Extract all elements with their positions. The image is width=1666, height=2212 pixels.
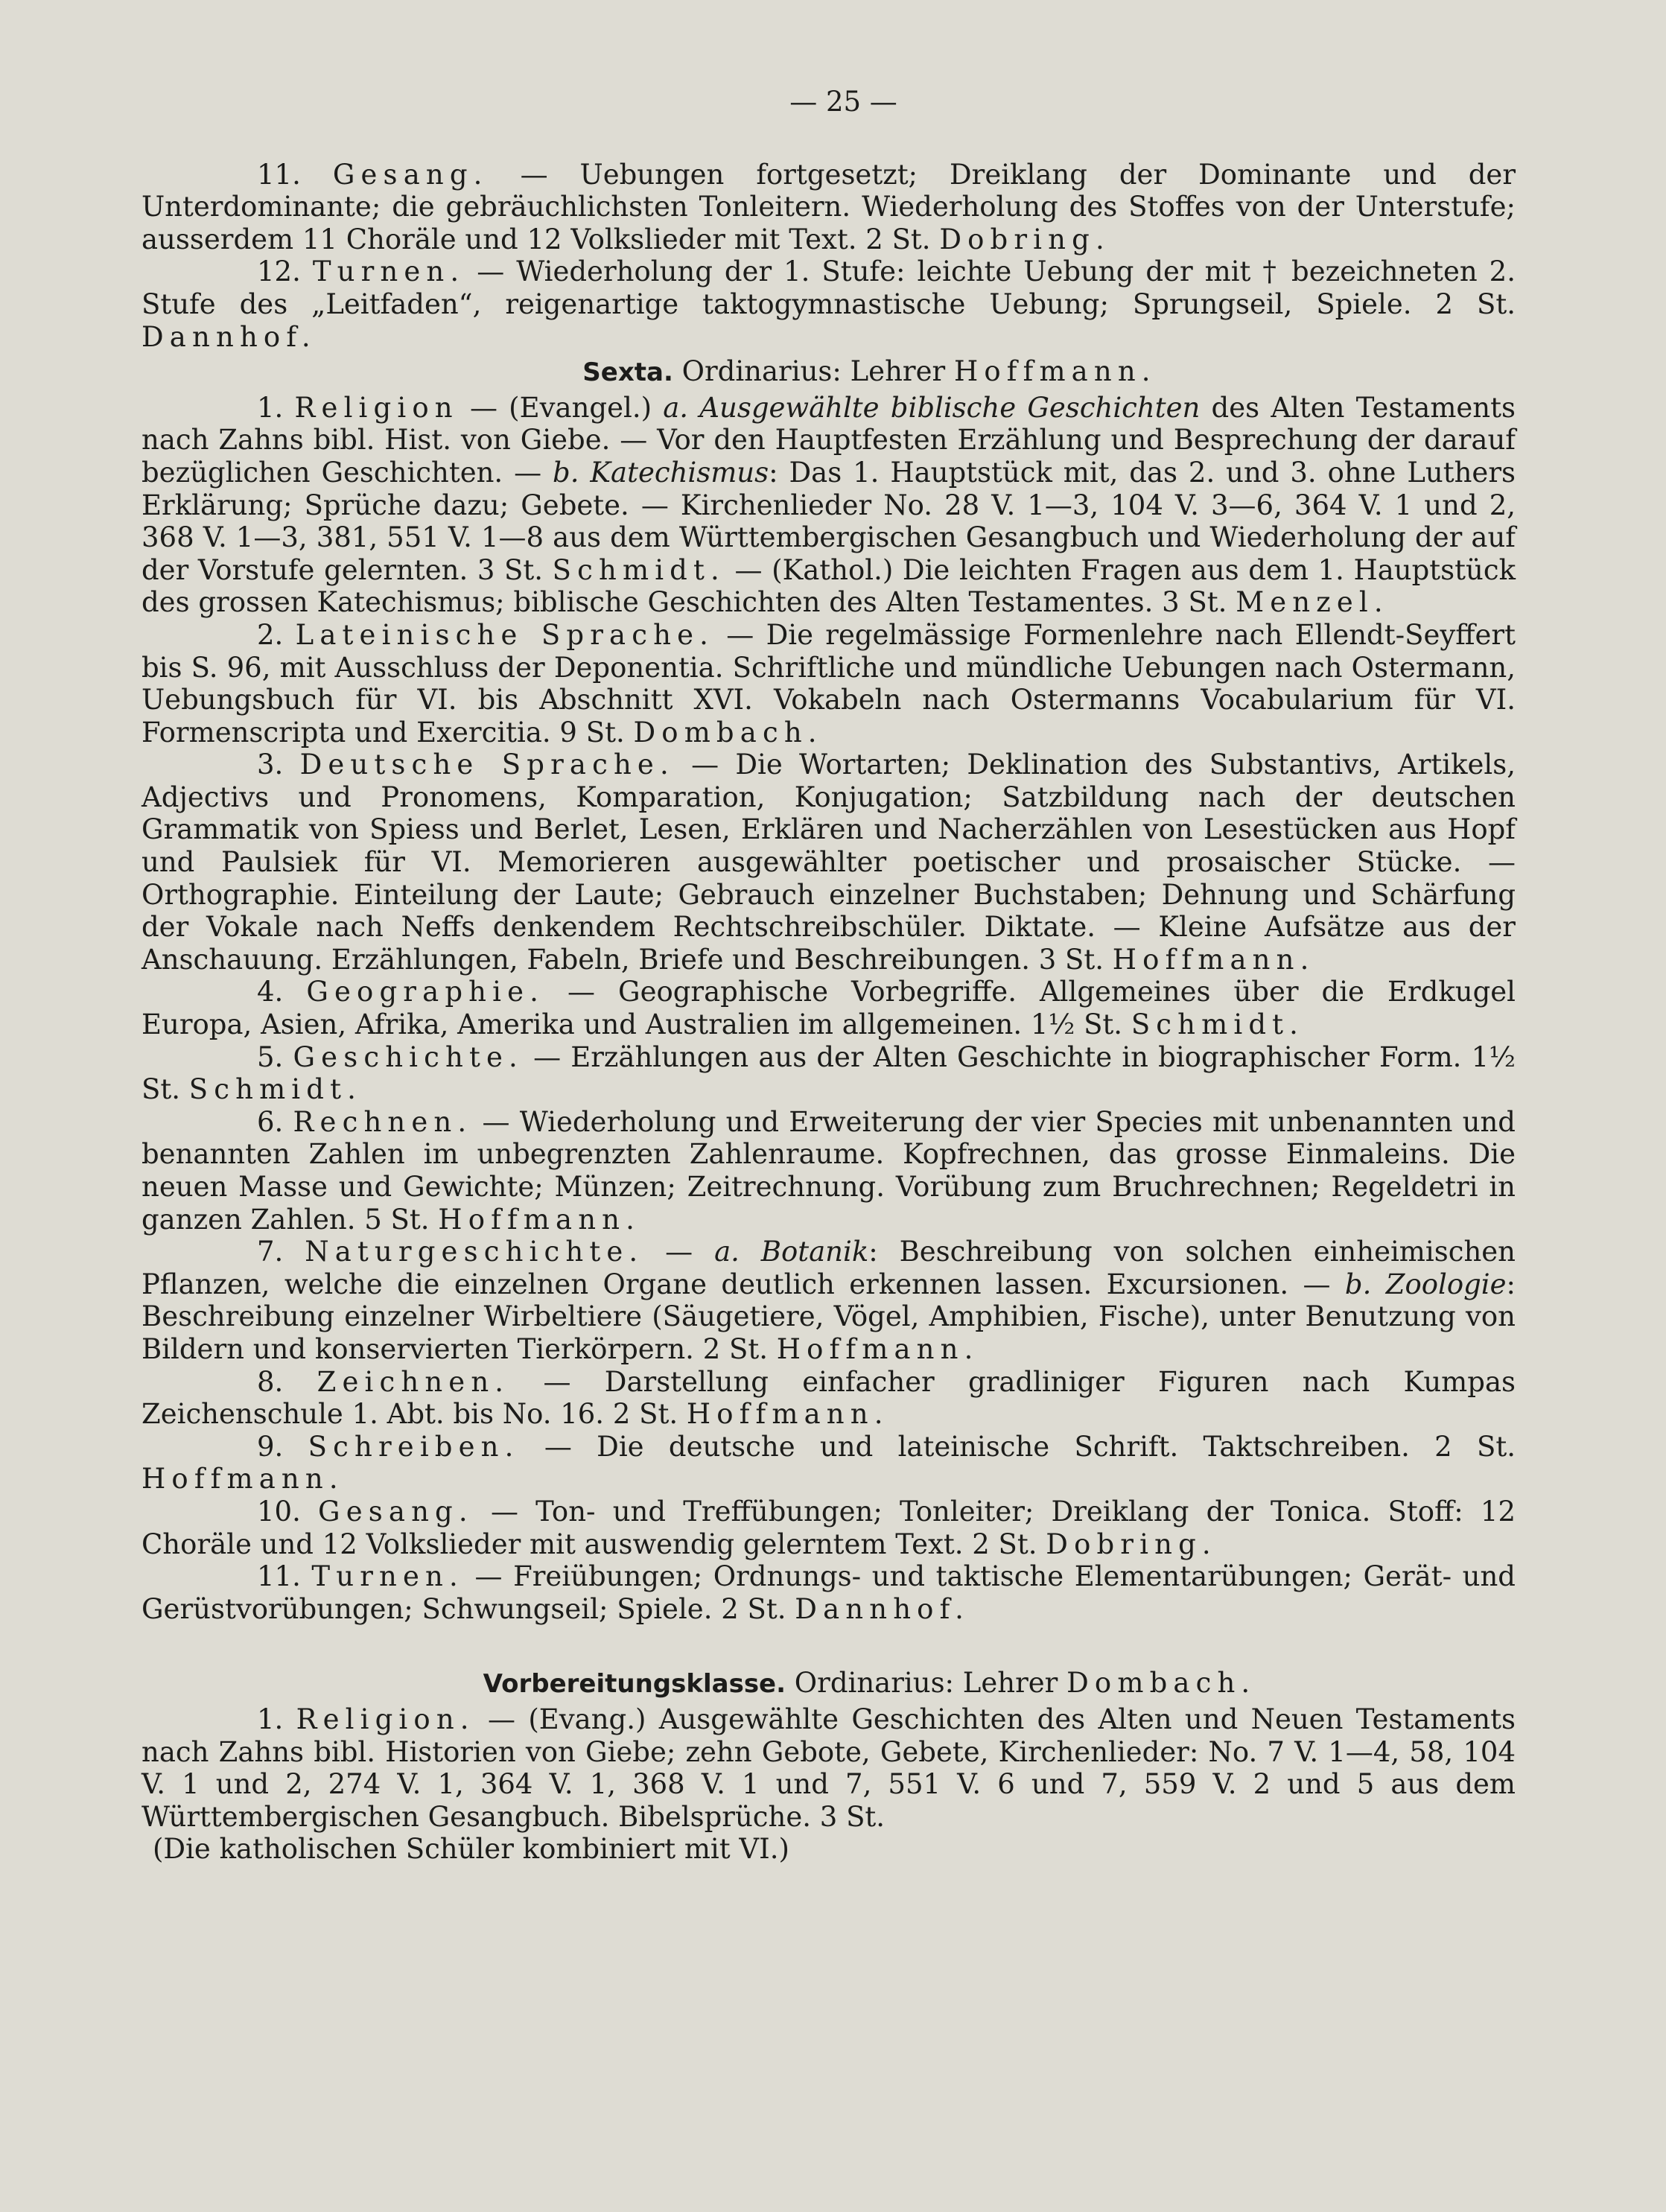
item-text: — Wiederholung und Erweiterung der vier Species mit unbenannten und benannten Zahlen im unbegrenzten Zahlenraume. Kopfrechnen, das grosse Einmaleins. Die neuen Masse und Gewichte; Münzen; Zeitrechnung. Vorübung zum Bruchrechnen; Regeldetri in ganzen Zahlen. 5 St. xyxy=(142,1105,1516,1236)
paragraph-geographie xyxy=(142,976,1516,1040)
subject-label: Gesang. xyxy=(332,158,489,191)
page-number: — 25 — xyxy=(789,86,897,118)
subject-label: Religion. xyxy=(296,1703,475,1735)
subject-label: Lateinische Sprache. xyxy=(295,618,715,651)
item-text: — (Kathol.) Die leichten Fragen aus dem 1. Hauptstück des grossen Katechismus; biblische Geschichten des Alten Testamentes. 3 St. xyxy=(142,553,1516,619)
ordinarius-label: Ordinarius: Lehrer xyxy=(673,355,954,388)
paragraph-gesang xyxy=(142,1496,1516,1560)
paragraph-rechnen xyxy=(142,1106,1516,1236)
item-text: — xyxy=(643,1236,715,1268)
item-italic-text: a. Ausgewählte biblische Geschichten xyxy=(663,391,1201,424)
item-number: 3. xyxy=(257,749,284,781)
subject-label: Gesang. xyxy=(318,1495,474,1528)
paragraph-vorbereitung-religion xyxy=(142,1703,1516,1833)
paragraph-geschichte xyxy=(142,1041,1516,1106)
ordinarius-label: Ordinarius: Lehrer xyxy=(786,1667,1067,1700)
subject-label: Geschichte. xyxy=(293,1040,524,1073)
item-number: 6. xyxy=(257,1105,284,1138)
teacher-name: Schmidt. xyxy=(1131,1008,1305,1041)
item-text: : Beschreibung von solchen einheimischen Pflanzen, welche die einzelnen Organe deutlich erkennen lassen. Excursionen. — xyxy=(142,1236,1516,1300)
item-text: — Die regelmässige Formenlehre nach Ellendt-Seyffert bis S. 96, mit Ausschluss der Deponentia. Schriftliche und mündliche Uebungen nach Ostermann, Uebungsbuch für VI. bis Abschnitt XVI. Vokabeln nach Ostermanns Vocabularium für VI. Formenscripta und Exercitia. 9 St. xyxy=(142,618,1516,749)
item-text: — (Evang.) Ausgewählte Geschichten des Alten und Neuen Testaments nach Zahns bibl. Historien von Giebe; zehn Gebote, Gebete, Kirchenlieder: No. 7 V. 1—4, 58, 104 V. 1 und 2, 274 V. 1, 364 V. 1, 368 V. 1 und 7, 551 V. 6 und 7, 559 V. 2 und 5 aus dem Württembergischen Gesangbuch. Bibelsprüche. 3 St. xyxy=(142,1703,1516,1833)
item-number: 9. xyxy=(257,1430,284,1463)
teacher-name: Dombach. xyxy=(1066,1667,1256,1700)
subject-label: Turnen. xyxy=(312,255,465,288)
paragraph-religion xyxy=(142,392,1516,619)
subject-label: Deutsche Sprache. xyxy=(299,749,675,781)
item-text: — Freiübungen; Ordnungs- und taktische Elementarübungen; Gerät- und Gerüstvorübungen; Schwungseil; Spiele. 2 St. xyxy=(142,1560,1516,1625)
subject-label: Schreiben. xyxy=(308,1430,520,1463)
section-heading-vorbereitungsklasse xyxy=(142,1667,1516,1701)
item-text: — Die Wortarten; Deklination des Substantivs, Artikels, Adjectivs und Pronomens, Komparation, Konjugation; Satzbildung nach der deutschen Grammatik von Spiess und Berlet, Lesen, Erklären und Nacherzählen von Lesestücken aus Hopf und Paulsiek für VI. Memorieren ausgewählter poetischer und prosaischer Stücke. — Orthographie. Einteilung der Laute; Gebrauch einzelner Buchstaben; Dehnung und Schärfung der Vokale nach Neffs denkendem Rechtschreibschüler. Diktate. — Kleine Aufsätze aus der Anschauung. Erzählungen, Fabeln, Briefe und Beschreibungen. 3 St. xyxy=(142,749,1516,976)
item-text: — Geographische Vorbegriffe. Allgemeines über die Erdkugel Europa, Asien, Afrika, Amerika und Australien im allgemeinen. 1½ St. xyxy=(142,976,1516,1041)
teacher-name: Dobring. xyxy=(939,223,1110,255)
teacher-name: Schmidt. xyxy=(188,1073,363,1106)
item-text: — Ton- und Treffübungen; Tonleiter; Dreiklang der Tonica. Stoff: 12 Choräle und 12 Volkslieder mit auswendig gelerntem Text. 2 St. xyxy=(142,1495,1516,1560)
item-italic-text: b. Katechismus xyxy=(553,456,769,489)
item-number: 12. xyxy=(257,255,301,288)
item-text: — Wiederholung der 1. Stufe: leichte Uebung der mit † bezeichneten 2. Stufe des „Leitfaden“, reigenartige taktogymnastische Uebung; Sprungseil, Spiele. 2 St. xyxy=(142,255,1516,320)
item-text: — (Evangel.) xyxy=(458,391,664,424)
teacher-name: Schmidt. xyxy=(552,553,725,586)
item-number: 2. xyxy=(257,618,284,651)
item-number: 7. xyxy=(257,1236,284,1268)
paragraph-gesang-prev xyxy=(142,159,1516,256)
teacher-name: Hoffmann. xyxy=(953,355,1157,388)
subject-label: Rechnen. xyxy=(293,1105,473,1138)
teacher-name: Menzel. xyxy=(1236,586,1389,619)
paragraph-latein xyxy=(142,619,1516,749)
paragraph-naturgeschichte xyxy=(142,1236,1516,1365)
teacher-name: Hoffmann. xyxy=(686,1398,889,1431)
teacher-name: Dombach. xyxy=(633,716,823,749)
teacher-name: Hoffmann. xyxy=(438,1203,641,1236)
paragraph-deutsch xyxy=(142,749,1516,976)
teacher-name: Dobring. xyxy=(1046,1528,1217,1560)
item-text: — Die deutsche und lateinische Schrift. Taktschreiben. 2 St. xyxy=(519,1430,1516,1463)
subject-label: Religion xyxy=(294,391,459,424)
teacher-name: Hoffmann. xyxy=(1112,943,1315,976)
item-number: 4. xyxy=(257,976,284,1008)
teacher-name: Hoffmann. xyxy=(142,1463,344,1496)
item-text: : Das 1. Hauptstück mit, das 2. und 3. ohne Luthers Erklärung; Sprüche dazu; Gebete. — Kirchenlieder No. 28 V. 1—3, 104 V. 3—6, 364 V. 1 und 2, 368 V. 1—3, 381, 551 V. 1—8 aus dem Württembergischen Gesangbuch und Wiederholung der auf der Vorstufe gelernten. 3 St. xyxy=(142,456,1516,586)
item-number: 1. xyxy=(257,391,284,424)
item-text: — Erzählungen aus der Alten Geschichte in biographischer Form. 1½ St. xyxy=(142,1040,1516,1106)
section-heading-sexta xyxy=(142,355,1516,390)
item-number: 8. xyxy=(257,1365,284,1398)
item-italic-text: b. Zoologie xyxy=(1344,1268,1507,1300)
item-italic-text: a. Botanik xyxy=(714,1236,869,1268)
item-number: 11. xyxy=(257,158,301,191)
teacher-name: Dannhof. xyxy=(142,320,317,353)
item-number: 10. xyxy=(257,1495,301,1528)
item-number: 1. xyxy=(257,1703,284,1735)
paragraph-turnen-prev xyxy=(142,255,1516,353)
paragraph-note: (Die katholischen Schüler kombiniert mit VI.) xyxy=(153,1833,789,1866)
paragraph-zeichnen xyxy=(142,1366,1516,1431)
subject-label: Zeichnen. xyxy=(317,1365,510,1398)
item-text: — Darstellung einfacher gradliniger Figuren nach Kumpas Zeichenschule 1. Abt. bis No. 16. 2 St. xyxy=(142,1365,1516,1431)
item-number: 5. xyxy=(257,1040,284,1073)
teacher-name: Dannhof. xyxy=(795,1592,970,1625)
subject-label: Turnen. xyxy=(311,1560,464,1593)
class-name: Sexta. xyxy=(582,357,673,388)
paragraph-schreiben xyxy=(142,1431,1516,1496)
item-number: 11. xyxy=(257,1560,301,1593)
class-name: Vorbereitungsklasse. xyxy=(483,1669,786,1700)
subject-label: Geographie. xyxy=(306,976,545,1008)
page-text-block xyxy=(142,86,1516,1866)
paragraph-turnen xyxy=(142,1560,1516,1625)
subject-label: Naturgeschichte. xyxy=(305,1236,644,1268)
item-text: : Beschreibung einzelner Wirbeltiere (Säugetiere, Vögel, Amphibien, Fische), unter Benutzung von Bildern und konservierten Tierkörpern. 2 St. xyxy=(142,1268,1516,1365)
teacher-name: Hoffmann. xyxy=(776,1332,979,1365)
item-text: — Uebungen fortgesetzt; Dreiklang der Dominante und der Unterdominante; die gebräuchlichsten Tonleitern. Wiederholung des Stoffes von der Unterstufe; ausserdem 11 Choräle und 12 Volkslieder mit Text. 2 St. xyxy=(142,158,1516,255)
item-text: des Alten Testaments nach Zahns bibl. Hist. von Giebe. — Vor den Hauptfesten Erzählung und Besprechung der darauf bezüglichen Geschichten. — xyxy=(142,391,1516,489)
